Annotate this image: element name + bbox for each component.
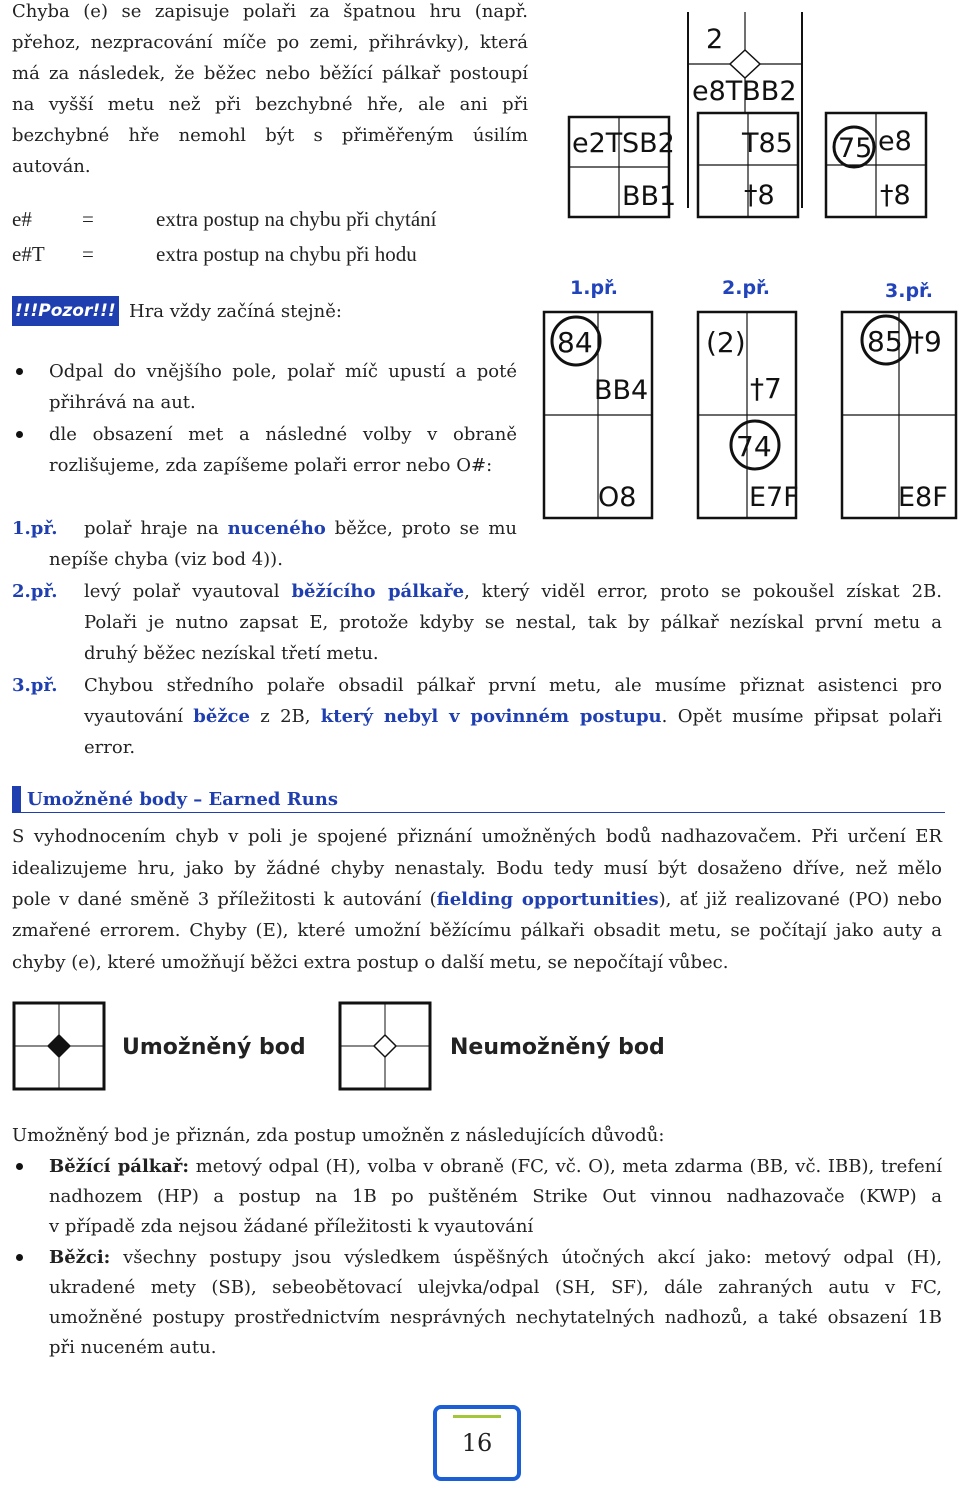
bullet-dot: [16, 1254, 23, 1261]
section-rule: [12, 812, 945, 813]
example-2-label: 2.př.: [12, 581, 58, 602]
section-line-1: S vyhodnocením chyb v poli je spojené přiznání umožněných bodů nadhazovačem. Při určení ER: [12, 826, 942, 847]
card-mark: †7: [750, 372, 782, 405]
reason-1-line-2: nadhozem (HP) a postup na 1B po puštěném Strike Out vinnou nadhazovače (KWP) a: [49, 1186, 942, 1207]
bullet-dot: [16, 1163, 23, 1170]
card-mark: (2): [706, 326, 746, 359]
bullet-1-line-1: Odpal do vnějšího pole, polař míč upustí a poté: [49, 361, 517, 382]
card-mark: BB4: [594, 375, 649, 406]
card-mark: SB2: [622, 128, 675, 159]
section-line-2: idealizujeme hru, jako by žádné chyby nenastaly. Bodu tedy musí být dosaženo dříve, než mělo: [12, 858, 942, 879]
card-mark: BB1: [622, 181, 677, 212]
legend-unearned: Neumožněný bod: [450, 1035, 665, 1060]
example-2-line-3: druhý běžec nezískal třetí metu.: [84, 643, 379, 664]
bullet-dot: [16, 368, 23, 375]
scorecard-cell: [842, 312, 956, 518]
warning-label: !!!Pozor!!!: [12, 296, 119, 326]
card-mark: O8: [598, 482, 637, 513]
section-line-4: zmařené errorem. Chyby (E), které umožní běžícímu pálkaři obsadit metu, se počítají jako auty a: [12, 920, 942, 941]
reason-2-line-3: umožněné postupy prostřednictvím nesprávných nechytatelných nadhozů, a také obsazení 1B: [49, 1307, 942, 1328]
section-marker: [12, 786, 21, 812]
page-number-accent: [453, 1415, 501, 1418]
section-line-5: chyby (e), které umožňují běžci extra postup o další metu, se nepočítají vůbec.: [12, 952, 729, 973]
bullet-2-line-2: rozlišujeme, zda zapíšeme polaři error nebo O#:: [49, 455, 493, 476]
bullet-dot: [16, 431, 23, 438]
intro-line-6: autován.: [12, 156, 91, 177]
card-mark: e8: [878, 126, 912, 157]
reasons-intro: Umožněný bod je přiznán, zda postup umožněn z následujících důvodů:: [12, 1125, 665, 1146]
card-mark: 2: [706, 24, 724, 55]
example-label: 1.př.: [570, 277, 618, 299]
card-mark: 85: [867, 325, 903, 358]
example-label: 3.př.: [885, 280, 933, 302]
example-3-line-3: error.: [84, 737, 136, 758]
scorecard-cell: [544, 312, 652, 518]
page-number: 16: [461, 1429, 493, 1457]
reason-2-line-4: při nuceném autu.: [49, 1337, 217, 1358]
reason-2-line-1: Běžci: všechny postupy jsou výsledkem úspěšných útočných akcí jako: metový odpal (H),: [49, 1247, 942, 1268]
example-2-line-1: levý polař vyautoval běžícího pálkaře, který viděl error, proto se pokoušel získat 2B.: [84, 581, 942, 602]
intro-line-4: na vyšší metu než při bezchybné hře, ale ani při: [12, 94, 528, 115]
section-line-3: pole v dané směně 3 příležitosti k autování (fielding opportunities), ať již realizované (PO) nebo: [12, 889, 942, 910]
earned-run-legend: [10, 999, 670, 1094]
def-text: extra postup na chybu při hodu: [156, 242, 417, 266]
reason-2-line-2: ukradené mety (SB), sebeobětovací ulejvka/odpal (SH, SF), dále zahraných autu v FC,: [49, 1277, 942, 1298]
reason-1-line-3: v případě zda nejsou žádané příležitosti k vyautování: [49, 1216, 534, 1237]
def-text: extra postup na chybu při chytání: [156, 207, 437, 231]
page-number-frame: [433, 1405, 521, 1481]
card-mark: 74: [736, 430, 772, 463]
example-3-label: 3.př.: [12, 675, 58, 696]
section-title: Umožněné body – Earned Runs: [27, 789, 339, 810]
example-1-line-1: polař hraje na nuceného běžce, proto se mu: [84, 518, 517, 539]
def-equals: =: [82, 242, 94, 266]
example-1-line-2: nepíše chyba (viz bod 4)).: [49, 549, 283, 570]
example-2-line-2: Polaři je nutno zapsat E, protože kdyby se nestal, tak by pálkař nezískal první metu a: [84, 612, 942, 633]
card-mark: E8F: [898, 482, 948, 513]
card-mark: †9: [910, 325, 942, 358]
intro-line-1: Chyba (e) se zapisuje polaři za špatnou hru (např.: [12, 1, 528, 22]
card-mark: E7F: [749, 482, 799, 513]
card-mark: †8: [880, 180, 911, 211]
intro-line-3: má za následek, že běžec nebo běžící pálkař postoupí: [12, 63, 528, 84]
scorecard-cell: [698, 312, 799, 518]
scorecard-cell: [698, 113, 798, 217]
intro-line-2: přehoz, nezpracování míče po zemi, přihrávky), která: [12, 32, 528, 53]
card-mark: 75: [838, 133, 873, 164]
scorecard-cell: [826, 113, 926, 217]
card-mark: †8: [744, 180, 775, 211]
legend-earned: Umožněný bod: [122, 1035, 306, 1060]
example-1-label: 1.př.: [12, 518, 58, 539]
def-symbol: e#T: [12, 242, 45, 266]
warning-text: Hra vždy začíná stejně:: [129, 301, 342, 322]
reason-1-line-1: Běžící pálkař: metový odpal (H), volba v obraně (FC, vč. O), meta zdarma (BB, vč. IBB), trefení: [49, 1156, 943, 1177]
example-3-line-2: vyautování běžce z 2B, který nebyl v povinném postupu. Opět musíme připsat polaři: [84, 706, 942, 727]
bullet-1-line-2: přihrává na aut.: [49, 392, 196, 413]
def-symbol: e#: [12, 207, 32, 231]
example-3-line-1: Chybou středního polaře obsadil pálkař první metu, ale musíme přiznat asistenci pro: [84, 675, 942, 696]
card-mark: T85: [742, 128, 793, 159]
def-equals: =: [82, 207, 94, 231]
bullet-2-line-1: dle obsazení met a následné volby v obraně: [49, 424, 517, 445]
card-mark: 84: [557, 326, 593, 359]
intro-line-5: bezchybné hře nemohl být s přiměřeným úsilím: [12, 125, 528, 146]
scorecard-cell: [569, 117, 676, 217]
scorecard-figure: [536, 0, 960, 530]
card-mark: e8TBB2: [692, 76, 797, 107]
card-mark: e2T: [572, 128, 623, 159]
example-label: 2.př.: [722, 277, 770, 299]
